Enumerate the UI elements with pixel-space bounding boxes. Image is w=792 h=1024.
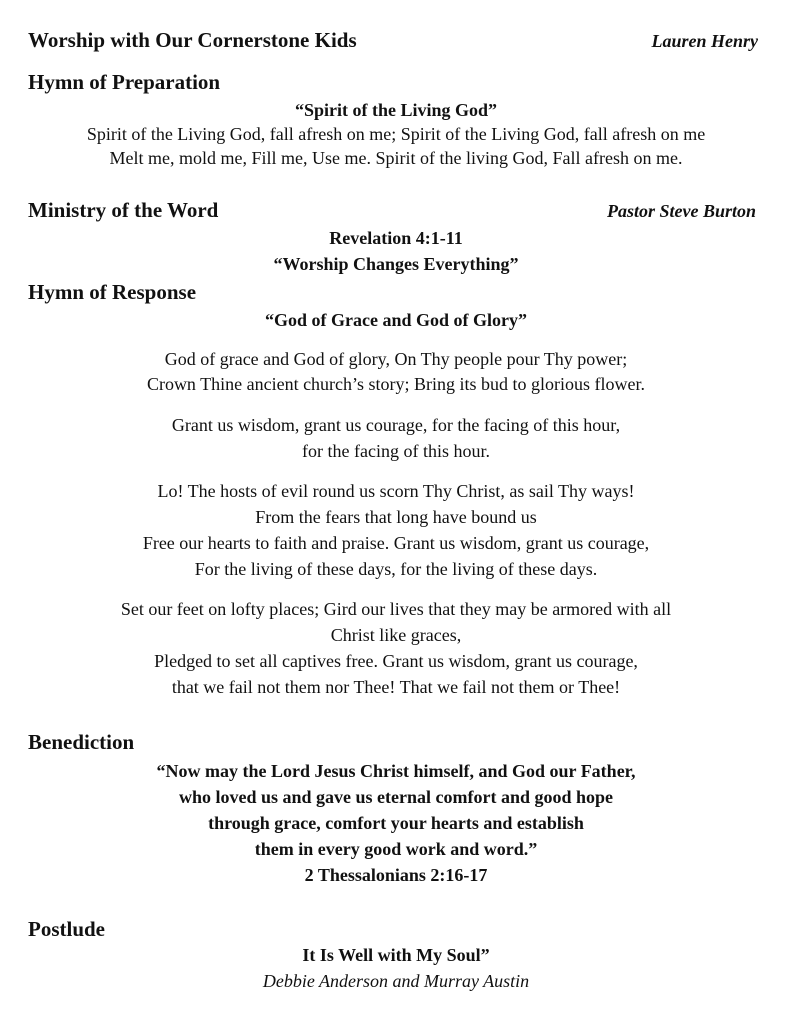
response-line: Pledged to set all captives free. Grant us wisdom, grant us courage, [154, 651, 638, 671]
response-line: God of grace and God of glory, On Thy people pour Thy power; [164, 349, 628, 369]
benediction-heading: Benediction [28, 730, 135, 754]
response-line: that we fail not them nor Thee! That we fail not them or Thee! [171, 677, 621, 697]
response-line: Christ like graces, [330, 625, 462, 645]
postlude-song-title: It Is Well with My Soul” [302, 945, 490, 965]
response-line: For the living of these days, for the living of these days. [194, 559, 598, 579]
postlude-heading: Postlude [28, 917, 106, 941]
worship-leader: Lauren Henry [651, 31, 758, 51]
response-line: Grant us wisdom, grant us courage, for the facing of this hour, [171, 415, 621, 435]
benediction-line: through grace, comfort your hearts and establish [208, 813, 584, 833]
preparation-line: Spirit of the Living God, fall afresh on me; Spirit of the Living God, fall afresh on me [86, 124, 706, 144]
response-line: for the facing of this hour. [302, 441, 490, 461]
benediction-line: “Now may the Lord Jesus Christ himself, and God our Father, [156, 761, 636, 781]
response-line: From the fears that long have bound us [255, 507, 537, 527]
response-song-title: “God of Grace and God of Glory” [265, 310, 527, 330]
response-heading: Hymn of Response [28, 280, 197, 304]
preparation-song-title: “Spirit of the Living God” [294, 100, 498, 120]
benediction-reference: 2 Thessalonians 2:16-17 [304, 865, 488, 885]
ministry-heading: Ministry of the Word [28, 198, 219, 222]
benediction-line: them in every good work and word.” [254, 839, 538, 859]
postlude-performers: Debbie Anderson and Murray Austin [262, 971, 530, 991]
ministry-sermon-title: “Worship Changes Everything” [273, 254, 519, 274]
response-line: Set our feet on lofty places; Gird our lives that they may be armored with all [120, 599, 672, 619]
response-line: Free our hearts to faith and praise. Grant us wisdom, grant us courage, [142, 533, 650, 553]
worship-heading: Worship with Our Cornerstone Kids [28, 28, 357, 52]
ministry-scripture: Revelation 4:1-11 [329, 228, 463, 248]
response-line: Crown Thine ancient church’s story; Bring its bud to glorious flower. [146, 374, 646, 394]
response-line: Lo! The hosts of evil round us scorn Thy Christ, as sail Thy ways! [157, 481, 635, 501]
preparation-line: Melt me, mold me, Fill me, Use me. Spirit of the living God, Fall afresh on me. [109, 148, 683, 168]
preparation-heading: Hymn of Preparation [28, 70, 221, 94]
benediction-line: who loved us and gave us eternal comfort and good hope [178, 787, 614, 807]
ministry-pastor: Pastor Steve Burton [606, 201, 756, 221]
